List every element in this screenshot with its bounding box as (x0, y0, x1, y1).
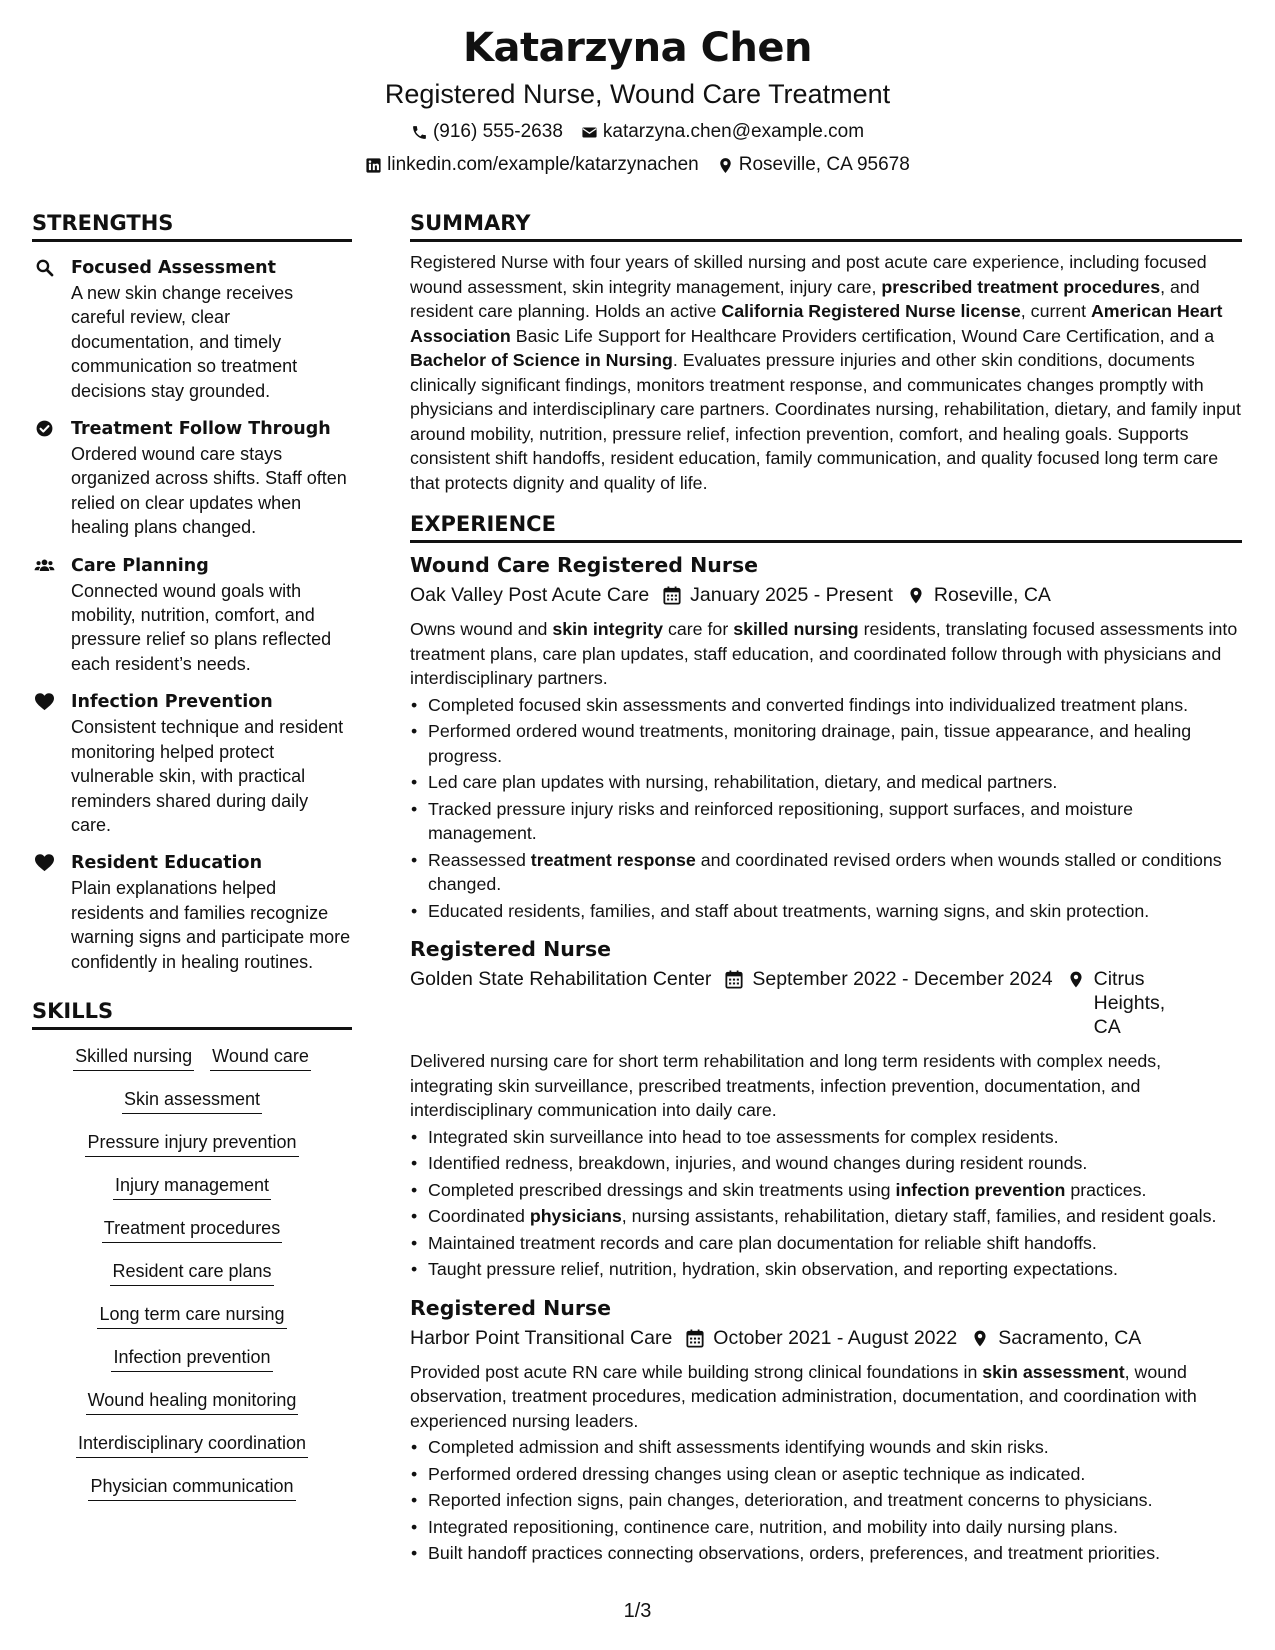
bullet-fragment: and coordinated revised orders when wounds stalled or conditions changed. (428, 849, 1222, 894)
summary-fragment: , and resident care planning. Holds an active (410, 276, 1200, 321)
bullet-item: • Completed admission and shift assessments identifying wounds and skin risks. (410, 1435, 1242, 1460)
bullet-item: • Tracked pressure injury risks and reinforced repositioning, support surfaces, and moisture management. (410, 797, 1242, 846)
left-column (32, 208, 352, 1501)
skill-tag: Skin assessment (122, 1087, 262, 1114)
job-dates (725, 967, 1052, 991)
summary-bold: California Registered Nurse license (721, 301, 1021, 321)
bullet-item (410, 848, 1242, 897)
bullet-item: • Led care plan updates with nursing, rehabilitation, dietary, and medical partners. (410, 770, 1242, 795)
map-pin-icon (971, 1329, 989, 1348)
strength-body: Plain explanations helped residents and families recognize warning signs and participate more confidently in healing routines. (71, 878, 351, 972)
strength-heading: Focused Assessment (71, 258, 277, 278)
job-location (1067, 967, 1172, 1039)
strength-item (32, 851, 352, 974)
desc-fragment: Provided post acute RN care while building strong clinical foundations in (410, 1361, 983, 1382)
summary-fragment: Basic Life Support for Healthcare Providers certification, Wound Care Certification, and a (510, 325, 1215, 346)
linkedin-contact[interactable] (365, 153, 699, 177)
contact-row-2 (0, 153, 1275, 177)
location-contact (717, 153, 910, 177)
bullet-item (410, 1178, 1242, 1203)
contact-row-1 (0, 120, 1275, 144)
skills-list (32, 1044, 352, 1501)
job-title: Registered Nurse (410, 937, 612, 961)
job-entry (410, 1294, 1242, 1566)
bullet-item: • Performed ordered dressing changes using clean or aseptic technique as indicated. (410, 1462, 1242, 1487)
location-text: Citrus Heights, CA (1093, 968, 1166, 1038)
skill-tag: Infection prevention (111, 1345, 272, 1372)
job-dates (663, 583, 893, 607)
strength-heading: Care Planning (71, 555, 209, 576)
skills-heading: SKILLS (32, 996, 352, 1030)
strength-body: Consistent technique and resident monitoring helped protect vulnerable skin, with practical reminders shared during daily care. (71, 717, 344, 835)
skill-tag: Resident care plans (110, 1259, 273, 1286)
job-meta (410, 1326, 1242, 1350)
skill-tag: Physician communication (88, 1474, 295, 1501)
strength-item (32, 554, 352, 677)
bullet-item: • Taught pressure relief, nutrition, hydration, skin observation, and reporting expectations. (410, 1257, 1242, 1282)
strength-body: A new skin change receives careful review, clear documentation, and timely communication so treatment decisions stay grounded. (71, 283, 298, 401)
resume-header (0, 22, 1275, 177)
bullet-item: • Completed focused skin assessments and converted findings into individualized treatment plans. (410, 693, 1242, 718)
bullet-fragment: Coordinated (428, 1206, 530, 1226)
strength-item (32, 417, 352, 540)
desc-bold: skin integrity (552, 619, 664, 639)
map-pin-icon (1067, 970, 1085, 989)
job-bullets (410, 1435, 1242, 1566)
heart-icon (34, 692, 55, 711)
job-description (410, 1360, 1242, 1434)
right-column (410, 208, 1242, 1566)
people-icon (34, 556, 55, 575)
skill-tag: Pressure injury prevention (85, 1130, 298, 1157)
skill-tag: Treatment procedures (102, 1216, 282, 1243)
phone-icon (411, 124, 428, 141)
desc-fragment: , wound observation, treatment procedures, medication administration, documentation, and coordination with experienced nursing leaders. (410, 1361, 1197, 1431)
map-pin-icon (907, 586, 925, 605)
desc-bold: skilled nursing (733, 619, 859, 639)
skill-tag: Wound healing monitoring (86, 1388, 299, 1415)
candidate-name: Katarzyna Chen (462, 25, 812, 71)
dates-text: January 2025 - Present (690, 584, 893, 606)
location-text: Roseville, CA (933, 584, 1051, 606)
calendar-icon (725, 970, 743, 989)
company-name: Harbor Point Transitional Care (410, 1326, 673, 1349)
experience-heading: EXPERIENCE (410, 509, 1242, 543)
strength-body: Connected wound goals with mobility, nutrition, comfort, and pressure relief so plans reflected each resident’s needs. (71, 580, 332, 674)
skill-tag: Wound care (210, 1044, 311, 1071)
bullet-bold: treatment response (530, 849, 696, 870)
envelope-icon (581, 124, 598, 141)
candidate-title: Registered Nurse, Wound Care Treatment (384, 79, 891, 109)
desc-bold: skin assessment (982, 1361, 1125, 1382)
summary-bold: Bachelor of Science in Nursing (410, 350, 673, 370)
search-icon (34, 258, 55, 277)
summary-fragment: , current (1020, 301, 1091, 321)
job-dates (686, 1326, 957, 1350)
desc-fragment: care for (663, 619, 734, 639)
strength-body: Ordered wound care stays organized across shifts. Staff often relied on clear updates when healing plans changed. (71, 444, 347, 538)
heart-icon (34, 853, 55, 872)
summary-text (410, 250, 1242, 495)
phone-contact (411, 120, 563, 144)
job-bullets (410, 693, 1242, 924)
job-description (410, 617, 1242, 691)
job-location (971, 1326, 1141, 1350)
bullet-item: • Educated residents, families, and staff about treatments, warning signs, and skin protection. (410, 899, 1242, 924)
dates-text: September 2022 - December 2024 (752, 968, 1053, 990)
calendar-icon (663, 586, 681, 605)
skill-tag: Skilled nursing (73, 1044, 194, 1071)
strength-item (32, 256, 352, 403)
job-meta (410, 967, 1242, 1039)
bullet-bold: infection prevention (895, 1179, 1066, 1200)
email-text: katarzyna.chen@example.com (602, 121, 865, 142)
bullet-bold: physicians (529, 1206, 622, 1226)
summary-bold: American Heart Association (410, 301, 1223, 346)
job-description: Delivered nursing care for short term rehabilitation and long term residents with complex needs, integrating skin surveillance, prescribed treatments, infection prevention, documentation, and interdisciplinary communication into daily care. (410, 1051, 1162, 1120)
job-entry (410, 551, 1242, 923)
calendar-icon (686, 1329, 704, 1348)
bullet-item: • Maintained treatment records and care plan documentation for reliable shift handoffs. (410, 1231, 1242, 1256)
job-location (907, 583, 1051, 607)
location-text: Roseville, CA 95678 (738, 154, 910, 175)
bullet-item: • Built handoff practices connecting observations, orders, preferences, and treatment priorities. (410, 1541, 1242, 1566)
page-number: 1/3 (623, 1600, 652, 1622)
bullet-fragment: Completed prescribed dressings and skin treatments using (428, 1179, 896, 1200)
bullet-item: • Identified redness, breakdown, injuries, and wound changes during resident rounds. (410, 1151, 1242, 1176)
job-bullets (410, 1125, 1242, 1282)
strength-heading: Resident Education (71, 853, 263, 874)
bullet-item: • Integrated skin surveillance into head to toe assessments for complex residents. (410, 1125, 1242, 1150)
bullet-item: • Performed ordered wound treatments, monitoring drainage, pain, tissue appearance, and healing progress. (410, 719, 1242, 768)
job-meta (410, 583, 1242, 607)
strength-heading: Treatment Follow Through (71, 419, 331, 440)
bullet-item: • Reported infection signs, pain changes, deterioration, and treatment concerns to physicians. (410, 1488, 1242, 1513)
email-contact[interactable] (581, 120, 864, 144)
strengths-heading: STRENGTHS (32, 208, 352, 242)
company-name: Oak Valley Post Acute Care (410, 584, 650, 606)
strength-item (32, 690, 352, 837)
job-title: Wound Care Registered Nurse (410, 553, 759, 577)
summary-bold: prescribed treatment procedures (881, 276, 1161, 297)
desc-fragment: residents, translating focused assessments into treatment plans, care plan updates, staff education, and coordinated follow through with physicians and interdisciplinary partners. (410, 619, 1238, 688)
summary-fragment: Registered Nurse with four years of skilled nursing and post acute care experience, including focused wound assessment, skin integrity management, injury care, (410, 252, 1207, 297)
bullet-fragment: practices. (1065, 1179, 1147, 1200)
location-text: Sacramento, CA (998, 1326, 1142, 1349)
summary-fragment: . Evaluates pressure injuries and other skin conditions, documents clinically significant findings, monitors treatment response, and communicates changes promptly with physicians and interdisciplinary care partners. Coordinates nursing, rehabilitation, dietary, and family input around mobility, nutrition, pressure relief, infection prevention, comfort, and healing goals. Supports consistent shift handoffs, resident education, family communication, and quality focused long term care that protects dignity and quality of life. (410, 350, 1241, 493)
skill-tag: Injury management (113, 1173, 271, 1200)
job-entry (410, 935, 1242, 1282)
strength-heading: Infection Prevention (71, 692, 273, 713)
bullet-fragment: , nursing assistants, rehabilitation, dietary staff, families, and resident goals. (621, 1206, 1217, 1226)
skill-tag: Long term care nursing (97, 1302, 286, 1329)
phone-text: (916) 555-2638 (432, 121, 563, 142)
desc-fragment: Owns wound and (410, 619, 553, 639)
bullet-item: • Integrated repositioning, continence care, nutrition, and mobility into daily nursing plans. (410, 1515, 1242, 1540)
summary-heading: SUMMARY (410, 208, 1242, 242)
dates-text: October 2021 - August 2022 (713, 1326, 958, 1349)
bullet-item (410, 1204, 1242, 1229)
check-circle-icon (34, 419, 55, 438)
linkedin-text: linkedin.com/example/katarzynachen (387, 154, 699, 175)
company-name: Golden State Rehabilitation Center (410, 968, 712, 990)
job-title: Registered Nurse (410, 1295, 612, 1320)
map-pin-icon (717, 157, 734, 174)
skill-tag: Interdisciplinary coordination (76, 1431, 308, 1458)
bullet-fragment: Reassessed (428, 849, 531, 870)
linkedin-icon (365, 157, 382, 174)
